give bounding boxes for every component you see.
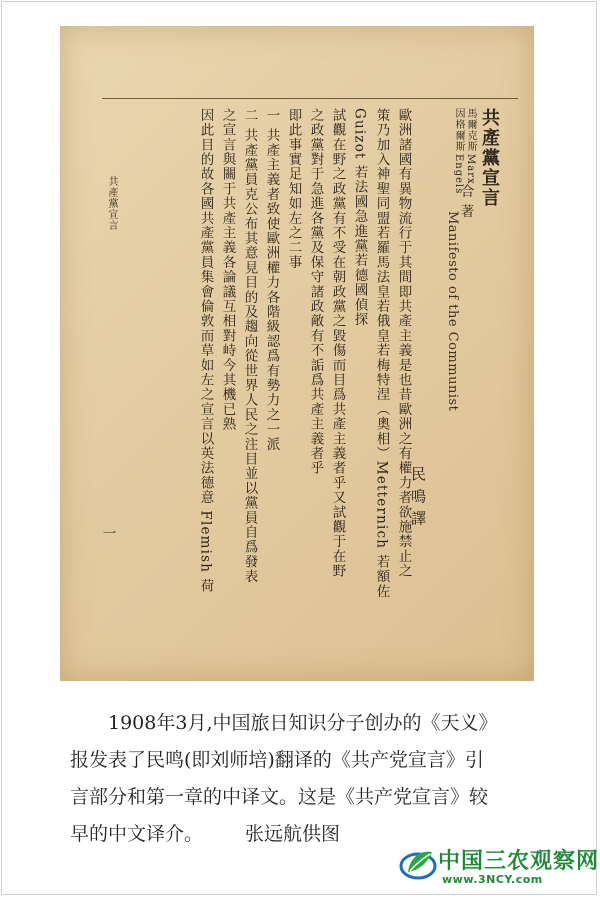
body-column: 一 共產主義者致使歐洲權力各階級認爲有勢力之一派 xyxy=(263,108,280,452)
body-column: 即此事實足知如左之二事 xyxy=(285,108,302,270)
body-column: 二 共產黨員克公布其意見目的及趨向從世界人民之注目並以黨員自爲發表 xyxy=(241,108,258,584)
body-column: 因此目的故各國共產黨員集會倫敦而草如左之宣言以英法德意 Flemish 荷 xyxy=(197,108,214,594)
author-cn-engels: 因格爾斯 xyxy=(453,108,464,152)
leaf-logo-icon xyxy=(398,844,438,884)
body-column: 之政黨對于急進各黨及保守諸政敵有不詬爲共產主義者乎 xyxy=(307,108,324,476)
site-watermark xyxy=(398,842,598,892)
translator: 民 鳴 譯 xyxy=(409,466,427,527)
author-latin-marx: Marx xyxy=(465,154,476,185)
authors-suffix: 合 著 xyxy=(457,184,474,219)
caption-line: 1908年3月,中国旅日知识分子创办的《天义》 xyxy=(108,712,498,734)
scan-title: 共產黨宣言 xyxy=(479,108,500,208)
body-column: 之宣言與關于共產主義各論議互相對峙今其機已熟 xyxy=(219,108,236,432)
running-head: 共產黨宣言 xyxy=(106,176,117,231)
photo-credit: 张远航供图 xyxy=(245,823,341,845)
body-column: 策乃加入神聖同盟若羅馬法皇若俄皇若梅特涅（奧相）Metternich 若額佐 xyxy=(373,108,390,599)
caption-line: 报发表了民鸣(即刘师培)翻译的《共产党宣言》引 xyxy=(70,749,484,771)
page-number: 一 xyxy=(99,526,116,541)
author-latin-engels: Engels xyxy=(453,154,464,195)
site-name: 中国三农观察网 xyxy=(438,849,600,874)
author-cn-marx: 馬爾克斯 xyxy=(465,108,476,152)
photo-caption xyxy=(70,705,510,853)
caption-line-text: 早的中文译介。 xyxy=(70,823,204,845)
caption-line: 言部分和第一章的中译文。这是《共产党宣言》较 xyxy=(70,786,489,808)
scan-title-latin: Manifesto of the Communist xyxy=(445,211,460,412)
body-column: 歐洲諸國有異物流行于其間即共產主義是也昔歐洲之有權力者欲施禁止之 xyxy=(395,108,412,579)
manifesto-scan xyxy=(60,26,534,681)
site-url: www.3NCY.com xyxy=(442,873,543,886)
body-column: Guizot 若法國急進黨若德國偵探 xyxy=(351,108,368,327)
header-rule xyxy=(102,98,518,99)
body-column: 試觀在野之政黨有不受在朝政黨之毀傷而目爲共產主義者乎又試觀于在野 xyxy=(329,108,346,579)
